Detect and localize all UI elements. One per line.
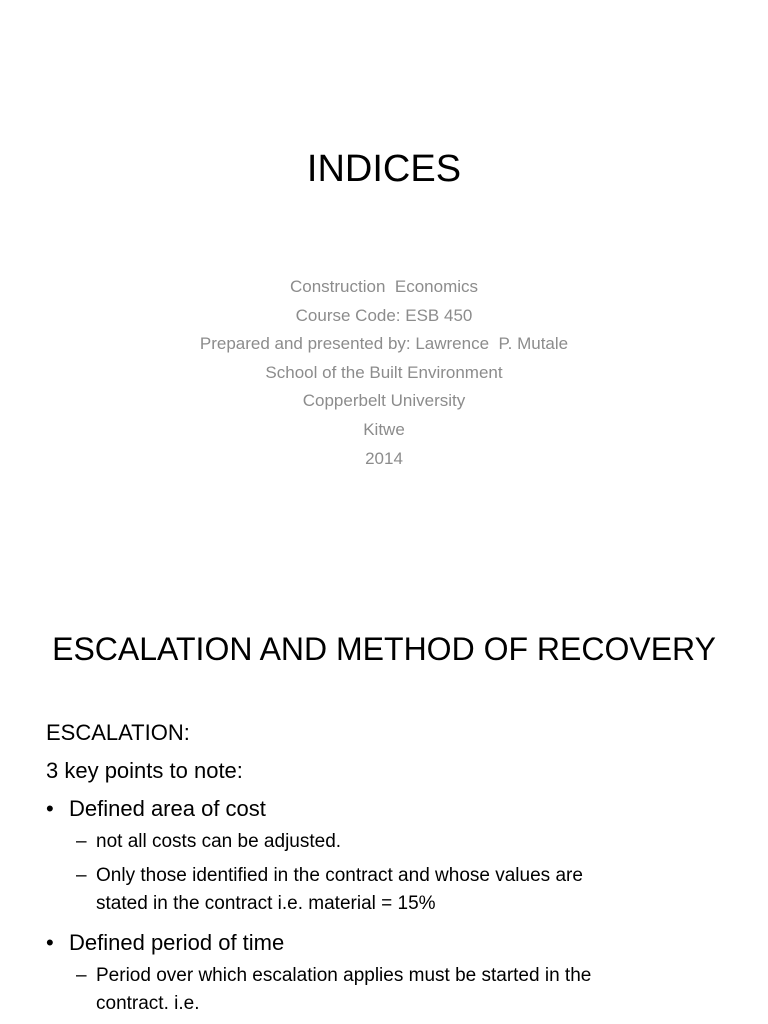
sub-bullet-item (46, 862, 736, 918)
dash-marker: – (76, 831, 87, 852)
slide-title: ESCALATION AND METHOD OF RECOVERY (52, 631, 716, 667)
sub-bullet-text: Only those identified in the contract and whose values are stated in the contract i.e. material = 15% (96, 865, 583, 914)
subtitle-city: Kitwe (363, 419, 405, 439)
slide-body (46, 714, 736, 1024)
slide-title: INDICES (306, 148, 462, 190)
intro-text: 3 key points to note: (46, 758, 243, 783)
dash-marker: – (76, 865, 87, 886)
bullet-text: Defined period of time (69, 930, 285, 955)
subtitle-course: Construction Economics (289, 277, 479, 296)
sub-bullet-item (46, 962, 736, 1018)
bullet-item (46, 790, 736, 828)
content-slide (0, 576, 768, 1024)
subtitle-year: 2014 (365, 448, 403, 468)
subtitle-university: Copperbelt University (302, 391, 466, 411)
bullet-marker: • (46, 796, 54, 821)
slide-subtitle (0, 273, 768, 473)
subtitle-presenter: Prepared and presented by: Lawrence P. Mutale (199, 334, 569, 354)
dash-marker: – (76, 965, 87, 986)
bullet-text: Defined area of cost (69, 796, 266, 821)
section-heading: ESCALATION: (46, 720, 190, 745)
sub-bullet-text: not all costs can be adjusted. (96, 831, 342, 852)
bullet-marker: • (46, 930, 54, 955)
subtitle-course-code: Course Code: ESB 450 (295, 305, 473, 325)
bullet-item (46, 924, 736, 962)
sub-bullet-item (46, 828, 736, 856)
subtitle-school: School of the Built Environment (265, 362, 503, 382)
sub-bullet-text: Period over which escalation applies must be started in the contract. i.e. (96, 965, 592, 1014)
